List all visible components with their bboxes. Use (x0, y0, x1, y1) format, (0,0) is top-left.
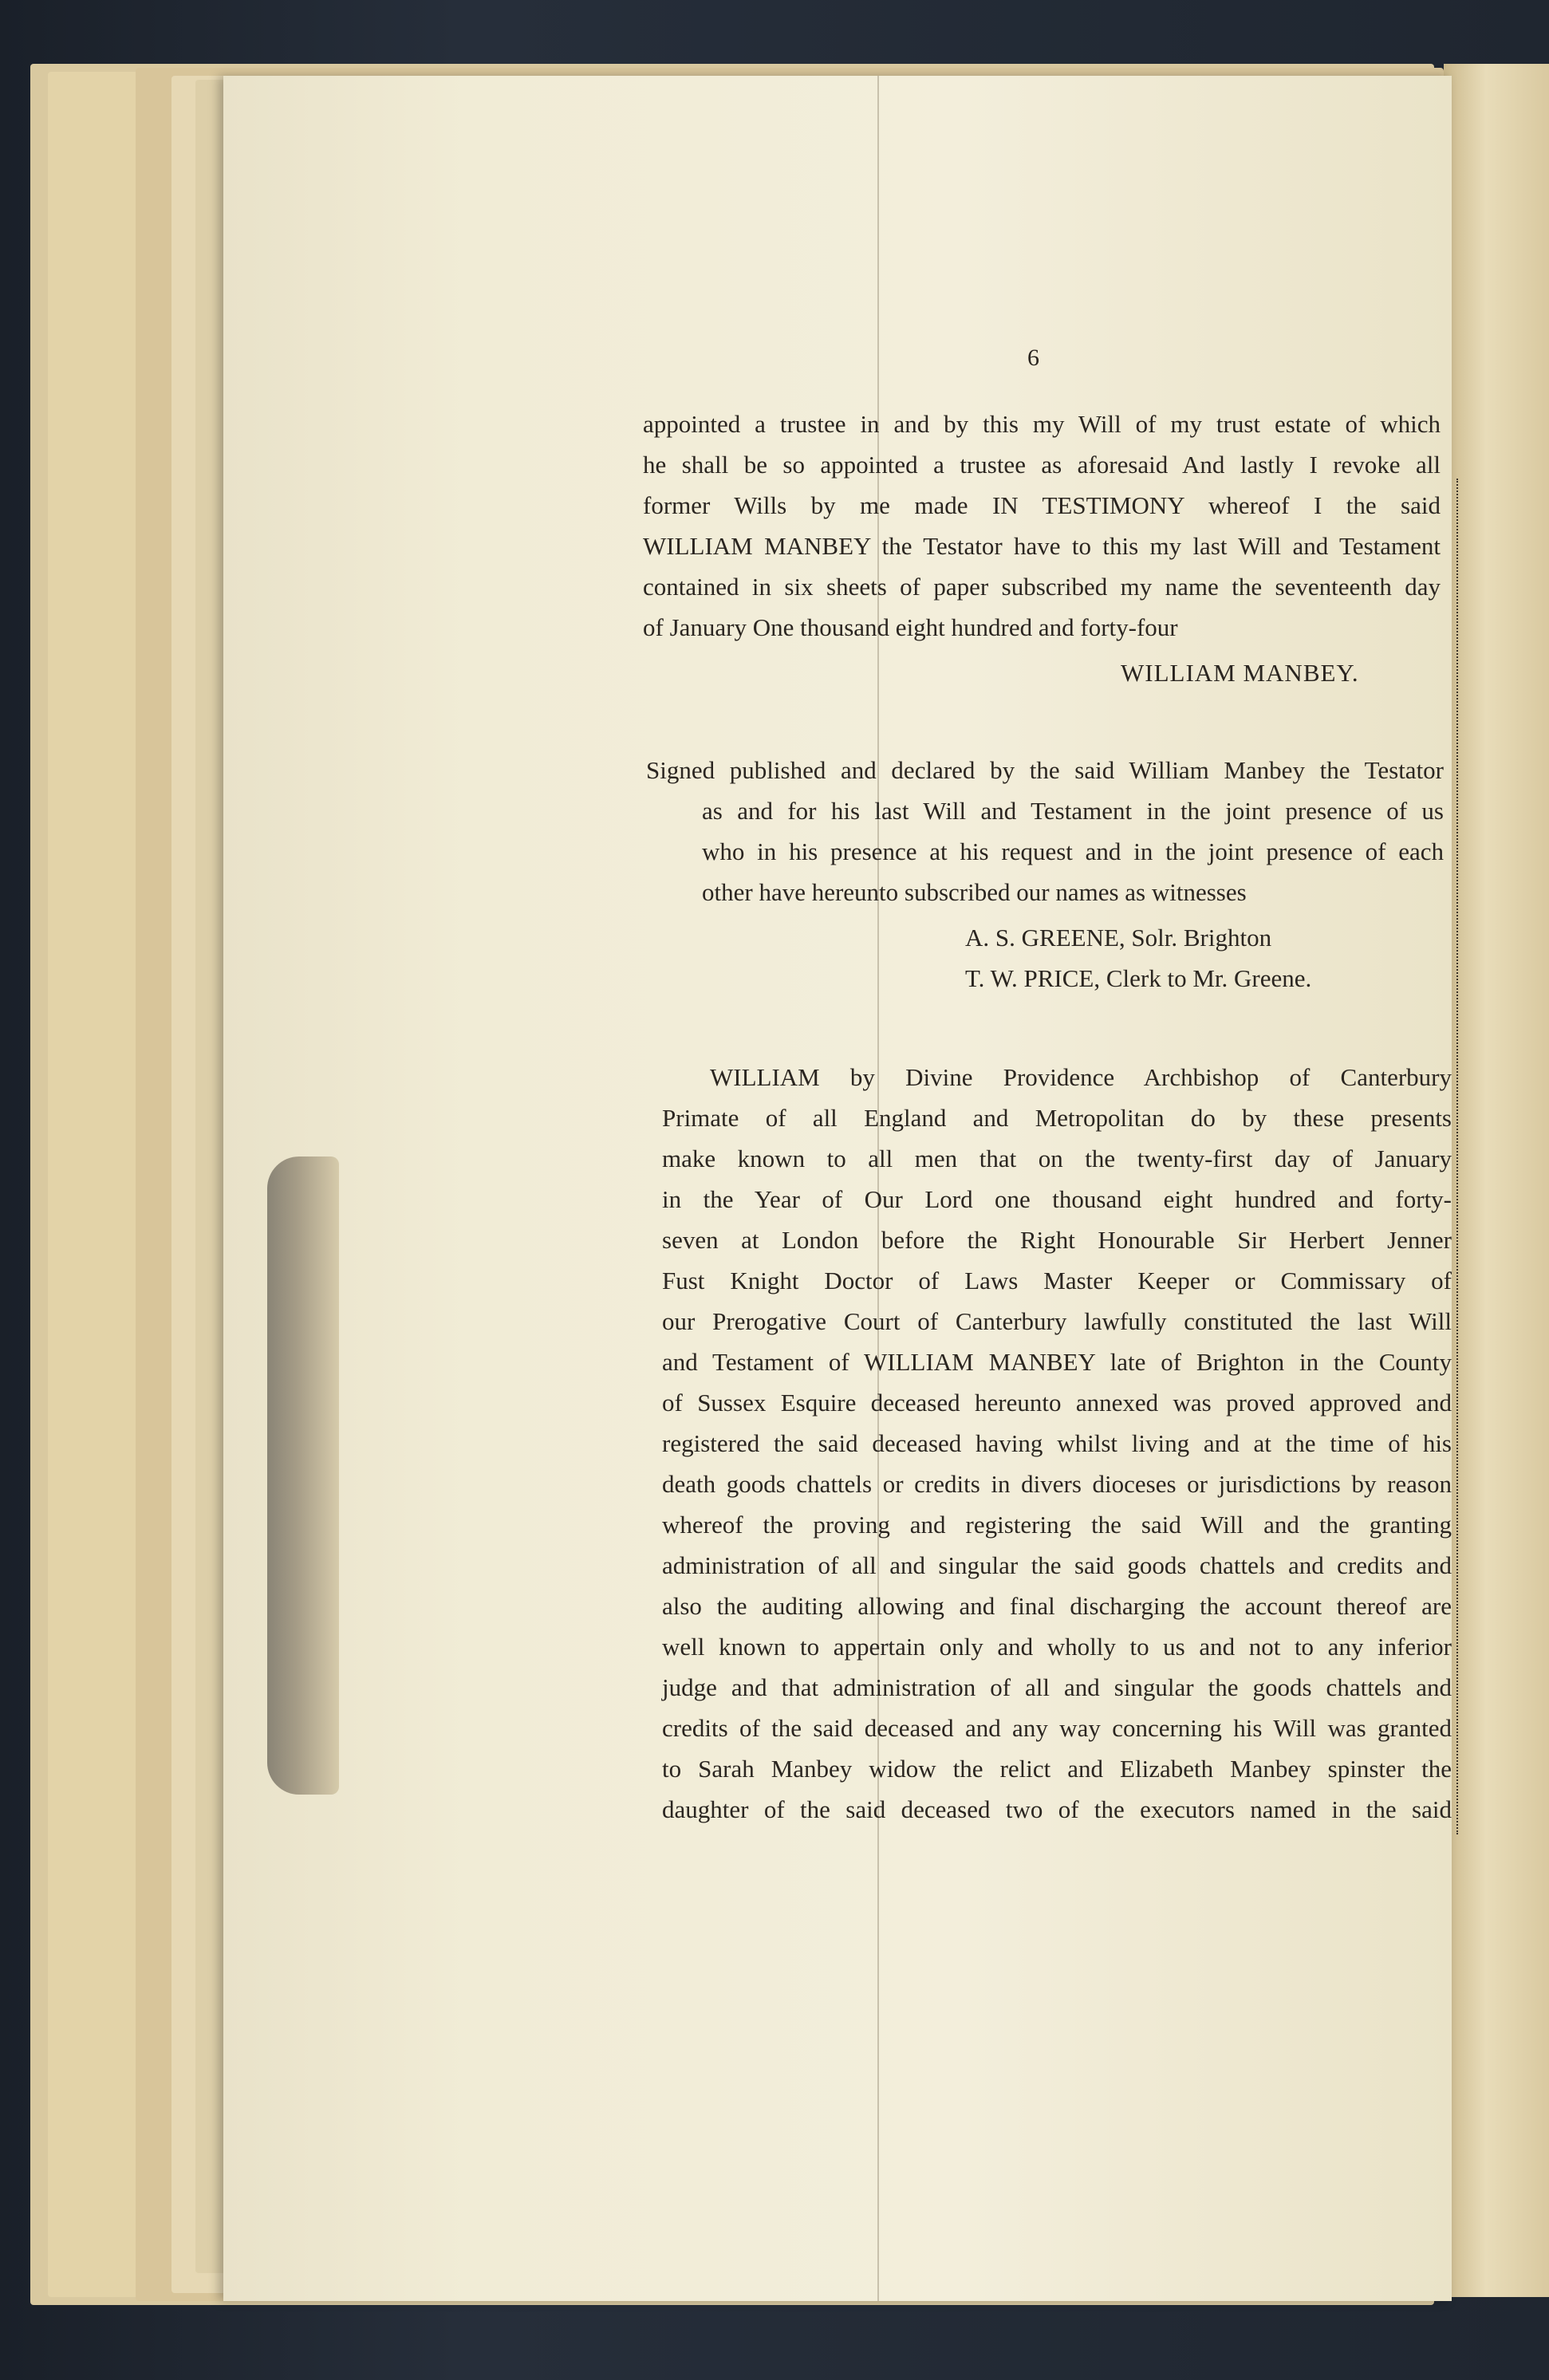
witness-list (965, 917, 1311, 999)
text-line: administration of all and singular the said goods chattels and credits and (662, 1551, 1452, 1579)
text-line: in the Year of Our Lord one thousand eight hundred and forty- (662, 1185, 1452, 1213)
will-closing-paragraph (643, 404, 1441, 648)
testator-signature: WILLIAM MANBEY. (1121, 659, 1359, 687)
text-line: our Prerogative Court of Canterbury lawfully constituted the last Will (662, 1307, 1452, 1335)
text-line: he shall be so appointed a trustee as aforesaid And lastly I revoke all (643, 451, 1441, 479)
text-line: appointed a trustee in and by this my Will of my trust estate of which (643, 410, 1441, 438)
witness-name: T. W. PRICE, Clerk to Mr. Greene. (965, 964, 1312, 992)
text-line: other have hereunto subscribed our names as witnesses (702, 878, 1247, 906)
text-line: registered the said deceased having whilst living and at the time of his (662, 1429, 1452, 1457)
witness-name: A. S. GREENE, Solr. Brighton (965, 924, 1272, 952)
text-line: credits of the said deceased and any way concerning his Will was granted (662, 1714, 1452, 1742)
text-line: make known to all men that on the twenty-first day of January (662, 1145, 1452, 1172)
text-line: seven at London before the Right Honourable Sir Herbert Jenner (662, 1226, 1452, 1254)
probate-paragraph (662, 1057, 1452, 1830)
text-line: contained in six sheets of paper subscribed my name the seventeenth day (643, 573, 1441, 601)
binding-stitch-marks (1456, 479, 1463, 1834)
text-line: daughter of the said deceased two of the executors named in the said (662, 1795, 1452, 1823)
text-line: judge and that administration of all and singular the goods chattels and (662, 1673, 1452, 1701)
text-line: also the auditing allowing and final discharging the account thereof are (662, 1592, 1452, 1620)
text-line: who in his presence at his request and in the joint presence of each (702, 837, 1444, 865)
text-line: Primate of all England and Metropolitan do by these presents (662, 1104, 1452, 1132)
text-line: of January One thousand eight hundred and forty-four (643, 613, 1178, 641)
page-number: 6 (1027, 345, 1039, 371)
text-line: Fust Knight Doctor of Laws Master Keeper or Commissary of (662, 1267, 1452, 1294)
text-line: and Testament of WILLIAM MANBEY late of Brighton in the County (662, 1348, 1452, 1376)
attestation-paragraph (646, 750, 1444, 912)
text-line: former Wills by me made IN TESTIMONY whereof I the said (643, 491, 1441, 519)
text-line: of Sussex Esquire deceased hereunto annexed was proved approved and (662, 1389, 1452, 1417)
text-line: WILLIAM MANBEY the Testator have to this my last Will and Testament (643, 532, 1441, 560)
text-line: as and for his last Will and Testament in the joint presence of us (702, 797, 1444, 825)
page-shadow (267, 1157, 339, 1795)
text-line: well known to appertain only and wholly to us and not to any inferior (662, 1633, 1452, 1661)
text-line: WILLIAM by Divine Providence Archbishop of Canterbury (710, 1063, 1452, 1091)
text-line: to Sarah Manbey widow the relict and Elizabeth Manbey spinster the (662, 1755, 1452, 1783)
text-line: death goods chattels or credits in divers dioceses or jurisdictions by reason (662, 1470, 1452, 1498)
text-line: Signed published and declared by the said William Manbey the Testator (646, 756, 1444, 784)
text-line: whereof the proving and registering the said Will and the granting (662, 1511, 1452, 1539)
